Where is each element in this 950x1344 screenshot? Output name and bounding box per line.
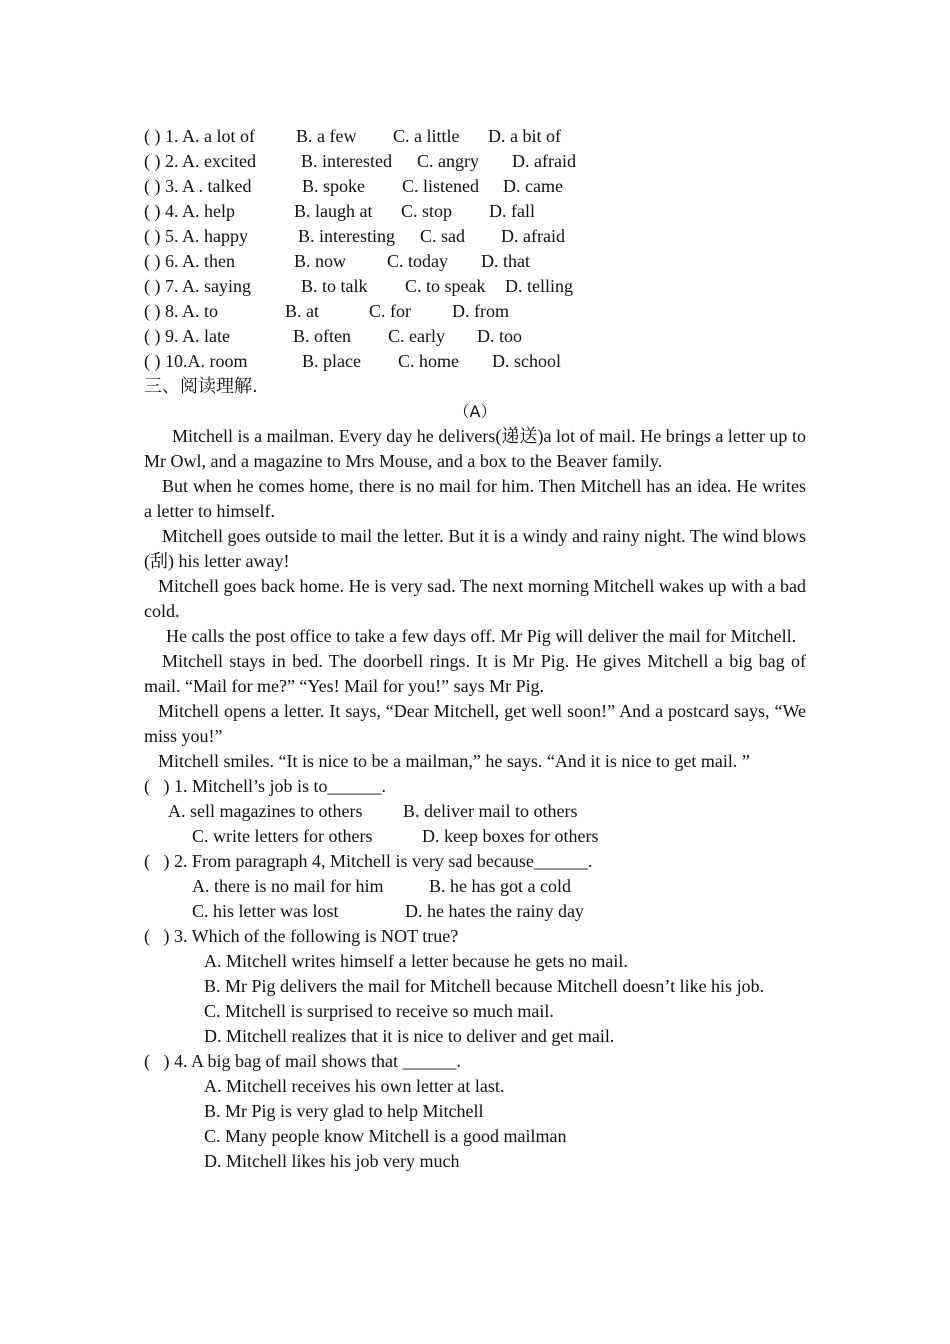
question-1-option-d: D. keep boxes for others	[422, 826, 599, 846]
cloze-item-6-c: C. today	[387, 251, 448, 271]
cloze-item-7-a: ( ) 7. A. saying	[144, 276, 251, 296]
cloze-item-2-c: C. angry	[417, 151, 479, 171]
passage-paragraph-6: Mitchell stays in bed. The doorbell rings. It is Mr Pig. He gives Mitchell a big bag of mail. “Mail for me?” “Yes! Mail for you!” says Mr Pig.	[144, 651, 806, 696]
cloze-item-4-d: D. fall	[489, 201, 535, 221]
question-1	[144, 774, 806, 849]
question-1-option-a: A. sell magazines to others	[168, 801, 363, 821]
cloze-item-5	[144, 224, 806, 249]
cloze-item-6	[144, 249, 806, 274]
reading-passage	[144, 424, 806, 774]
passage-title: （A）	[453, 402, 497, 421]
cloze-item-10-c: C. home	[398, 351, 459, 371]
passage-paragraph-7: Mitchell opens a letter. It says, “Dear Mitchell, get well soon!” And a postcard says, “We miss you!”	[144, 701, 806, 746]
cloze-item-2	[144, 149, 806, 174]
cloze-item-9-c: C. early	[388, 326, 445, 346]
question-3-option-a: A. Mitchell writes himself a letter because he gets no mail.	[204, 951, 628, 971]
cloze-item-1-c: C. a little	[393, 126, 460, 146]
cloze-item-3-a: ( ) 3. A . talked	[144, 176, 252, 196]
cloze-item-4-a: ( ) 4. A. help	[144, 201, 235, 221]
worksheet-page	[144, 124, 806, 1174]
cloze-item-6-b: B. now	[294, 251, 347, 271]
passage-paragraph-1: Mitchell is a mailman. Every day he delivers(递送)a lot of mail. He brings a letter up to Mr Owl, and a magazine to Mrs Mouse, and a box to the Beaver family.	[144, 426, 806, 471]
question-3-option-b: B. Mr Pig delivers the mail for Mitchell because Mitchell doesn’t like his job.	[204, 976, 765, 996]
cloze-item-10-b: B. place	[302, 351, 361, 371]
question-4-option-c: C. Many people know Mitchell is a good mailman	[204, 1126, 567, 1146]
cloze-item-7-c: C. to speak	[405, 276, 486, 296]
cloze-item-2-a: ( ) 2. A. excited	[144, 151, 256, 171]
cloze-item-8-c: C. for	[369, 301, 411, 321]
cloze-item-4-b: B. laugh at	[294, 201, 373, 221]
cloze-item-2-d: D. afraid	[512, 151, 576, 171]
question-2-option-c: C. his letter was lost	[192, 901, 339, 921]
cloze-item-4-c: C. stop	[401, 201, 453, 221]
question-2-option-b: B. he has got a cold	[429, 876, 571, 896]
question-3-stem: ( ) 3. Which of the following is NOT true?	[144, 926, 459, 946]
question-1-options-cd	[144, 824, 806, 849]
cloze-item-9	[144, 324, 806, 349]
passage-paragraph-5: He calls the post office to take a few days off. Mr Pig will deliver the mail for Mitchell.	[166, 626, 797, 646]
question-2-options-ab	[144, 874, 806, 899]
passage-paragraph-2: But when he comes home, there is no mail for him. Then Mitchell has an idea. He writes a letter to himself.	[144, 476, 806, 521]
question-4-stem: ( ) 4. A big bag of mail shows that ______.	[144, 1051, 461, 1071]
cloze-item-5-b: B. interesting	[298, 226, 395, 246]
question-4-option-d: D. Mitchell likes his job very much	[204, 1151, 460, 1171]
cloze-item-3-c: C. listened	[402, 176, 479, 196]
question-3-option-d: D. Mitchell realizes that it is nice to deliver and get mail.	[204, 1026, 615, 1046]
passage-paragraph-8: Mitchell smiles. “It is nice to be a mailman,” he says. “And it is nice to get mail. ”	[158, 751, 750, 771]
cloze-item-6-a: ( ) 6. A. then	[144, 251, 235, 271]
cloze-options	[144, 124, 806, 374]
question-2	[144, 849, 806, 924]
question-4	[144, 1049, 806, 1174]
cloze-item-9-d: D. too	[477, 326, 522, 346]
cloze-item-1-b: B. a few	[296, 126, 357, 146]
question-3	[144, 924, 806, 1049]
cloze-item-8-b: B. at	[285, 301, 319, 321]
cloze-item-7	[144, 274, 806, 299]
question-2-option-d: D. he hates the rainy day	[405, 901, 584, 921]
question-1-option-b: B. deliver mail to others	[403, 801, 578, 821]
cloze-item-8-a: ( ) 8. A. to	[144, 301, 218, 321]
question-4-option-b: B. Mr Pig is very glad to help Mitchell	[204, 1101, 484, 1121]
cloze-item-1-a: ( ) 1. A. a lot of	[144, 126, 255, 146]
question-1-options-ab	[144, 799, 806, 824]
cloze-item-8-d: D. from	[452, 301, 509, 321]
question-2-options-cd	[144, 899, 806, 924]
cloze-item-10-d: D. school	[492, 351, 561, 371]
section-title: 三、阅读理解.	[144, 376, 258, 397]
cloze-item-4	[144, 199, 806, 224]
question-1-option-c: C. write letters for others	[192, 826, 373, 846]
cloze-item-7-d: D. telling	[505, 276, 573, 296]
cloze-item-5-d: D. afraid	[501, 226, 565, 246]
cloze-item-1-d: D. a bit of	[488, 126, 561, 146]
cloze-item-6-d: D. that	[481, 251, 530, 271]
passage-paragraph-4: Mitchell goes back home. He is very sad. The next morning Mitchell wakes up with a bad cold.	[144, 576, 806, 621]
cloze-item-9-a: ( ) 9. A. late	[144, 326, 230, 346]
question-4-option-a: A. Mitchell receives his own letter at last.	[204, 1076, 505, 1096]
cloze-item-3-d: D. came	[503, 176, 563, 196]
cloze-item-5-c: C. sad	[420, 226, 465, 246]
cloze-item-3-b: B. spoke	[302, 176, 365, 196]
question-2-stem: ( ) 2. From paragraph 4, Mitchell is very sad because______.	[144, 851, 593, 871]
question-2-option-a: A. there is no mail for him	[192, 876, 384, 896]
cloze-item-9-b: B. often	[293, 326, 351, 346]
cloze-item-7-b: B. to talk	[301, 276, 368, 296]
cloze-item-10-a: ( ) 10.A. room	[144, 351, 248, 371]
question-3-option-c: C. Mitchell is surprised to receive so much mail.	[204, 1001, 554, 1021]
cloze-item-5-a: ( ) 5. A. happy	[144, 226, 248, 246]
cloze-item-8	[144, 299, 806, 324]
cloze-item-1	[144, 124, 806, 149]
cloze-item-3	[144, 174, 806, 199]
cloze-item-10	[144, 349, 806, 374]
question-1-stem: ( ) 1. Mitchell’s job is to______.	[144, 776, 386, 796]
passage-paragraph-3: Mitchell goes outside to mail the letter. But it is a windy and rainy night. The wind blows (刮) his letter away!	[144, 526, 806, 571]
cloze-item-2-b: B. interested	[301, 151, 392, 171]
